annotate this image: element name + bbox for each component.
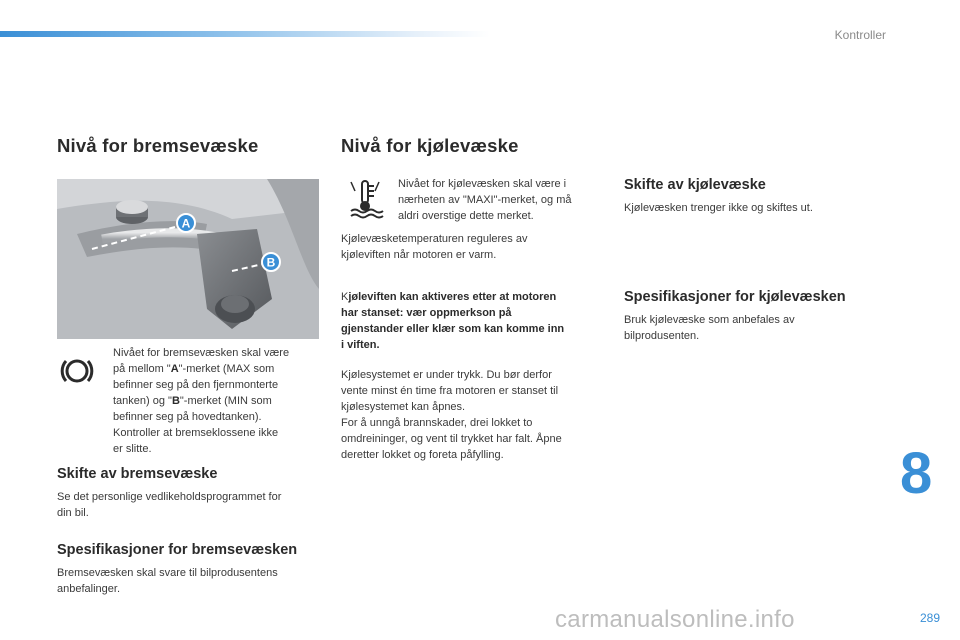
watermark: carmanualsonline.info: [555, 606, 795, 633]
chapter-number: 8: [900, 441, 933, 506]
coolant-temperature-icon: [345, 177, 385, 226]
coolant-title: Nivå for kjølevæske: [341, 135, 519, 156]
brake-level-text: Nivået for bremsevæsken skal være på mellom "A"-merket (MAX som befinner seg på den fjernmonterte tanken) og "B"-merket (MIN som befinner seg på hovedtanken). Kontroller at bremseklossene ikke er slitte.: [113, 347, 290, 455]
brake-spec-text: Bremsevæsken skal svare til bilprodusentens anbefalinger.: [57, 567, 278, 595]
coolant-level-text: Nivået for kjølevæsken skal være i nærheten av "MAXI"-merket, og må aldri overstige dette merket.: [398, 178, 572, 222]
coolant-spec-text: Bruk kjølevæske som anbefales av bilprodusenten.: [624, 314, 795, 342]
coolant-spec-title: Spesifikasjoner for kjølevæsken: [624, 289, 846, 305]
brake-change-text: Se det personlige vedlikeholdsprogrammet for din bil.: [57, 491, 282, 519]
coolant-change-title: Skifte av kjølevæske: [624, 177, 766, 193]
brake-spec-title: Spesifikasjoner for bremsevæsken: [57, 542, 298, 558]
brake-reservoir-illustration: [57, 179, 319, 339]
header-accent-bar: [0, 31, 490, 37]
marker-b: B: [266, 255, 276, 270]
marker-a: A: [181, 216, 191, 231]
brake-warning-icon: [58, 352, 96, 395]
brake-fluid-title: Nivå for bremsevæske: [57, 135, 259, 156]
coolant-pressure-text: Kjølesystemet er under trykk. Du bør derfor vente minst én time fra motoren er stanset til kjølesystemet kan åpnes. For å unngå brannskader, drei lokket to omdreininger, og vent til trykket har falt. Åpne deretter lokket og foreta påfylling.: [341, 369, 562, 461]
coolant-change-text: Kjølevæsken trenger ikke og skiftes ut.: [624, 202, 813, 214]
coolant-temp-text: Kjølevæsketemperaturen reguleres av kjøleviften når motoren er varm.: [341, 233, 528, 261]
page-number: 289: [919, 611, 940, 625]
coolant-fan-warning: Kjøleviften kan aktiveres etter at motoren har stanset: vær oppmerkson på gjenstander eller klær som kan komme inn i viften.: [341, 291, 565, 351]
section-label: Kontroller: [834, 28, 886, 42]
brake-reservoir-diagram: [57, 179, 319, 339]
brake-change-title: Skifte av bremsevæske: [57, 466, 218, 482]
